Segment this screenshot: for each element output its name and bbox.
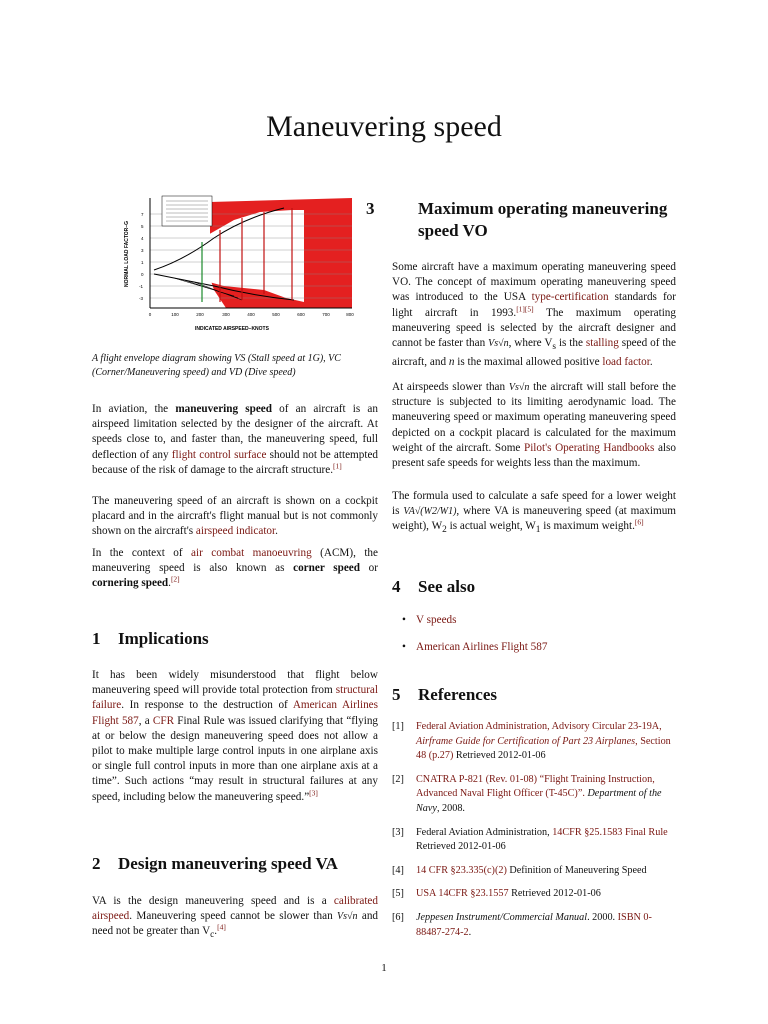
x-tick: 500 xyxy=(272,312,280,317)
link-ref-1[interactable]: Federal Aviation Administration, Advisory Circular 23-19A, Airframe Guide for Certification of Part 23 Airplanes, Section 48 (p.27) xyxy=(416,721,671,762)
x-tick: 100 xyxy=(171,312,179,317)
x-tick: 400 xyxy=(247,312,255,317)
intro-paragraph-3: In the context of air combat manoeuvring (ACM), the maneuvering speed is also known as corner speed or cornering speed.[2] xyxy=(92,547,378,590)
link-aa587-see-also[interactable]: American Airlines Flight 587 xyxy=(416,641,548,653)
reference-6: [6] Jeppesen Instrument/Commercial Manual. 2000. ISBN 0-88487-274-2. xyxy=(392,911,652,938)
legend-box xyxy=(162,196,212,226)
y-tick: 0 xyxy=(141,272,144,277)
link-stalling[interactable]: stalling xyxy=(585,337,619,350)
figure-caption: A flight envelope diagram showing VS (Stall speed at 1G), VC (Corner/Maneuvering speed) and VD (Dive speed) xyxy=(92,353,341,378)
link-cfr[interactable]: CFR xyxy=(152,714,175,727)
link-calibrated-airspeed[interactable]: calibrated airspeed xyxy=(92,895,378,923)
page-title: Maneuvering speed xyxy=(266,110,502,143)
link-isbn[interactable]: ISBN 0-88487-274-2 xyxy=(416,911,652,938)
link-flight-control-surface[interactable]: flight control surface xyxy=(171,448,267,461)
x-tick: 0 xyxy=(148,312,152,317)
max-operating-paragraph-3: The formula used to calculate a safe speed for a lower weight is VA√(W2/W1), where VA is maneuvering speed (at maximum weight), $W_2$ is actual weight, $W_1$ is maximum weight.[6] xyxy=(392,490,676,536)
x-tick: 600 xyxy=(297,312,305,317)
intro-paragraph-1: In aviation, the maneuvering speed of an aircraft is an airspeed limitation selected by the designer of the aircraft. At speeds close to, and faster than, the maneuvering speed, full deflection of any flight control surface should not be attempted because of the risk of damage to the aircraft structure.[1] xyxy=(92,403,379,476)
see-also-list xyxy=(392,614,676,668)
ref-link[interactable]: [1][5] xyxy=(516,303,534,313)
reference-5: [5] USA 14CFR §23.1557 Retrieved 2012-01-06 xyxy=(392,888,601,900)
link-pilots-operating-handbooks[interactable]: Pilot's Operating Handbooks xyxy=(523,441,655,454)
link-type-certification[interactable]: type-certification xyxy=(531,291,609,304)
link-ref-5[interactable]: USA 14CFR §23.1557 xyxy=(416,888,509,900)
ref-link[interactable]: [2] xyxy=(170,574,180,584)
section-heading-references: 5 References xyxy=(392,685,497,704)
reference-2: [2] CNATRA P-821 (Rev. 01-08) “Flight Training Instruction, Advanced Naval Flight Officer (T-45C)”. Department of the Navy, 2008. xyxy=(392,773,662,814)
intro-paragraph-2: The maneuvering speed of an aircraft is shown on a cockpit placard and in the aircraft's flight manual but is not commonly shown on the aircraft's airspeed indicator. xyxy=(92,495,378,538)
max-operating-paragraph-1: Some aircraft have a maximum operating maneuvering speed VO. The concept of maximum operating maneuvering speed was introduced to the USA type-certification standards for light aircraft in 1993.[1][5] The maximum operating maneuvering speed is selected by the aircraft designer and cannot be faster than Vs√n, where $V_s$ is the stalling speed of the aircraft, and n is the maximal allowed positive load factor. xyxy=(392,261,676,369)
reference-3: [3] Federal Aviation Administration, 14CFR §25.1583 Final Rule Retrieved 2012-01-06 xyxy=(392,826,668,853)
max-operating-paragraph-2: At airspeeds slower than Vs√n the aircraft will stall before the structure is subjected to its limiting aerodynamic load. The maneuvering speed or maximum operating maneuvering speed depicted on a cockpit placard is calculated for the maximum weight of the aircraft. Some Pilot's Operating Handbooks also present safe speeds for weights less than the maximum. xyxy=(392,381,676,470)
ref-link[interactable]: [3] xyxy=(309,787,318,797)
y-axis-label: NORMAL LOAD FACTOR–G xyxy=(124,221,130,287)
implications-paragraph: It has been widely misunderstood that flight below maneuvering speed will provide total protection from structural failure. In response to the destruction of American Airlines Flight 587, a CFR Final Rule was issued clarifying that “flying at or below the design maneuvering speed does not allow a pilot to make multiple large control inputs in one airplane axis or single full control inputs in more than one airplane axis at a time”. Such actions “may result in structural failures at any speed, including below the maneuvering speed.”[3] xyxy=(92,669,379,803)
link-structural-failure[interactable]: structural failure xyxy=(92,684,378,712)
section-heading-see-also: 4 See also xyxy=(392,577,476,596)
flight-envelope-diagram xyxy=(114,190,374,340)
section-heading-implications: 1 Implications xyxy=(92,629,209,648)
link-v-speeds[interactable]: V speeds xyxy=(416,614,457,626)
list-item xyxy=(392,614,676,641)
x-tick: 300 xyxy=(222,312,230,317)
y-tick: -1 xyxy=(139,284,144,289)
y-tick: 4 xyxy=(141,236,144,241)
x-tick: 200 xyxy=(196,312,204,317)
design-speed-paragraph: VA is the design maneuvering speed and is a calibrated airspeed. Maneuvering speed cannot be slower than Vs√n and need not be greater than $V_c.[4]$ xyxy=(92,895,379,941)
ref-link[interactable]: [6] xyxy=(634,517,644,527)
section-heading-max-operating: 3 Maximum operating maneuvering speed VO xyxy=(366,199,668,240)
x-axis-label: INDICATED AIRSPEED–KNOTS xyxy=(195,326,269,332)
ref-link[interactable]: [1] xyxy=(333,461,342,471)
reference-4: [4] 14 CFR §23.335(c)(2) Definition of Maneuvering Speed xyxy=(392,864,647,876)
y-tick: 3 xyxy=(141,248,144,253)
x-tick: 800 xyxy=(346,312,354,317)
x-tick: 700 xyxy=(322,312,330,317)
link-air-combat-manoeuvring[interactable]: air combat manoeuvring xyxy=(191,547,312,559)
references-list xyxy=(392,720,676,949)
y-tick: -3 xyxy=(139,296,144,301)
y-tick: 5 xyxy=(141,224,144,229)
link-load-factor[interactable]: load factor xyxy=(602,356,650,369)
ref-link[interactable]: [4] xyxy=(217,922,226,932)
section-heading-design-speed: 2 Design maneuvering speed VA xyxy=(92,854,338,873)
page-number: 1 xyxy=(381,962,387,974)
list-item xyxy=(392,641,676,668)
link-ref-2[interactable]: CNATRA P-821 (Rev. 01-08) “Flight Training Instruction, Advanced Naval Flight Officer (T-45C)”. xyxy=(416,773,655,800)
y-tick: 1 xyxy=(141,260,144,265)
link-aa587[interactable]: American Airlines Flight 587 xyxy=(92,699,378,727)
link-ref-3[interactable]: 14CFR §25.1583 Final Rule xyxy=(552,826,668,838)
y-tick: 7 xyxy=(141,212,144,217)
link-ref-4[interactable]: 14 CFR §23.335(c)(2) xyxy=(416,864,507,876)
link-airspeed-indicator[interactable]: airspeed indicator xyxy=(195,525,276,538)
reference-1: [1] Federal Aviation Administration, Advisory Circular 23-19A, Airframe Guide for Certification of Part 23 Airplanes, Section 48 (p.27) Retrieved 2012-01-06 xyxy=(392,721,671,762)
